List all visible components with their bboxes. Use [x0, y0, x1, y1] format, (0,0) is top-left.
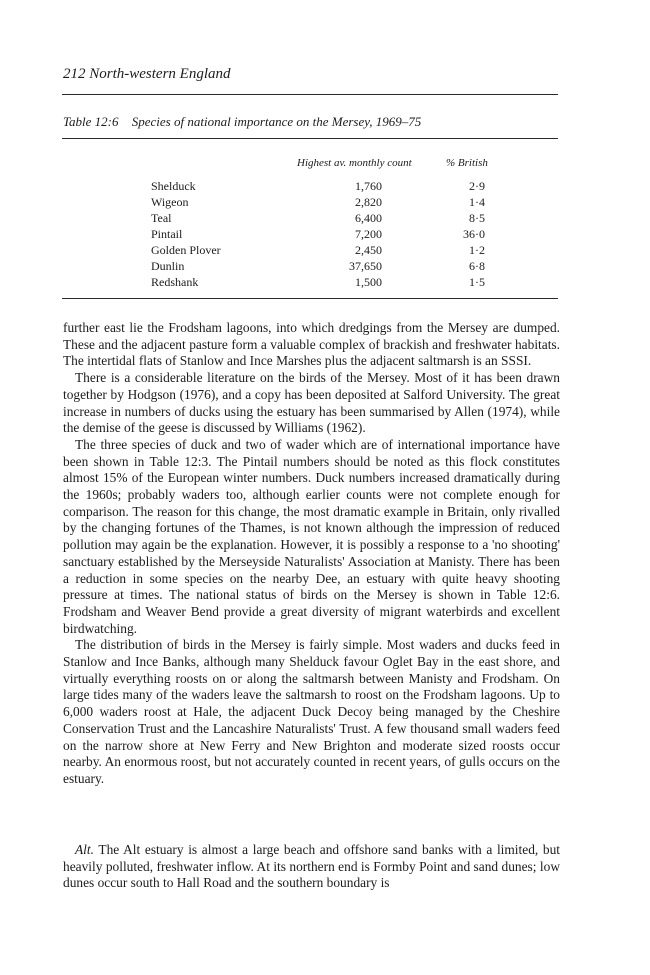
species-cell: Wigeon: [151, 195, 189, 209]
species-cell: Shelduck: [151, 179, 196, 193]
table-row: [0, 195, 650, 211]
count-cell: 7,200: [355, 227, 382, 241]
percent-cell: 1·2: [469, 243, 485, 257]
running-head: 212 North-western England: [63, 66, 231, 82]
column-header-percent: % British: [446, 157, 488, 169]
count-cell: 6,400: [355, 211, 382, 225]
count-cell: 1,760: [355, 179, 382, 193]
percent-cell: 1·4: [469, 195, 485, 209]
table-row: [0, 259, 650, 275]
column-header-count: Highest av. monthly count: [297, 157, 412, 169]
percent-cell: 2·9: [469, 179, 485, 193]
species-cell: Pintail: [151, 227, 183, 241]
table-top-rule: [62, 138, 558, 139]
percent-cell: 6·8: [469, 259, 485, 273]
species-cell: Teal: [151, 211, 172, 225]
table-row: [0, 211, 650, 227]
count-cell: 1,500: [355, 275, 382, 289]
alt-section: [63, 842, 560, 892]
table-row: [0, 275, 650, 291]
alt-text: The Alt estuary is almost a large beach and offshore sand banks with a limited, but heavily polluted, freshwater inflow. At its northern end is Formby Point and sand dunes; low dunes occur south to Hall Road and the southern boundary is: [63, 842, 560, 891]
table-row: [0, 227, 650, 243]
species-cell: Golden Plover: [151, 243, 221, 257]
table-caption: [63, 114, 421, 130]
species-cell: Dunlin: [151, 259, 185, 273]
percent-cell: 1·5: [469, 275, 485, 289]
table-title: Species of national importance on the Mersey, 1969–75: [131, 114, 422, 129]
paragraph: The three species of duck and two of wader which are of international importance have been shown in Table 12:3. The Pintail numbers should be noted as this flock constitutes almost 15% of the European winter numbers. Duck numbers increased dramatically during the 1960s; probably waders too, although earlier counts were not complete enough for comparison. The reason for this change, the most dramatic example in Britain, only rivalled by the changing fortunes of the Thames, is not known although the impression of reduced pollution may again be the explanation. However, it is possibly a response to a 'no shooting' sanctuary established by the Merseyside Naturalists' Association at Manisty. There has been a reduction in some species on the nearby Dee, an estuary with quite heavy shooting pressure at times. The national status of birds on the Mersey is shown in Table 12:6. Frodsham and Weaver Bend provide a great diversity of migrant waterbirds and excellent birdwatching.: [63, 436, 560, 636]
paragraph: The distribution of birds in the Mersey is fairly simple. Most waders and ducks feed in Stanlow and Ince Banks, although many Shelduck favour Oglet Bay in the east shore, and virtually everything roosts on or along the saltmarsh between Manisty and Frodsham. On large tides many of the waders leave the saltmarsh to roost on the Frodsham lagoons. Up to 6,000 waders roost at Hale, the adjacent Duck Decoy being managed by the Cheshire Conservation Trust and the Lancashire Naturalists' Trust. A few thousand small waders feed on the narrow shore at New Ferry and New Brighton and moderate sized roosts occur nearby. An enormous roost, but not accurately counted in recent years, of gulls occurs on the estuary.: [63, 637, 560, 786]
table-number: Table 12:6: [63, 114, 119, 129]
count-cell: 37,650: [349, 259, 382, 273]
table-bottom-rule: [62, 298, 558, 299]
paragraph: [63, 842, 560, 892]
paragraph: There is a considerable literature on the birds of the Mersey. Most of it has been drawn together by Hodgson (1976), and a copy has been deposited at Salford University. The great increase in numbers of ducks using the estuary has been summarised by Allen (1974), while the demise of the geese is discussed by Williams (1962).: [63, 370, 560, 436]
alt-heading: Alt.: [75, 842, 94, 857]
percent-cell: 36·0: [463, 227, 485, 241]
species-cell: Redshank: [151, 275, 199, 289]
count-cell: 2,820: [355, 195, 382, 209]
percent-cell: 8·5: [469, 211, 485, 225]
header-rule: [62, 94, 558, 95]
table-row: [0, 243, 650, 259]
table-row: [0, 179, 650, 195]
body-text: [63, 320, 560, 788]
paragraph: further east lie the Frodsham lagoons, into which dredgings from the Mersey are dumped. These and the adjacent pasture form a valuable complex of brackish and freshwater habitats. The intertidal flats of Stanlow and Ince Marshes plus the adjacent saltmarsh is an SSSI.: [63, 320, 560, 369]
count-cell: 2,450: [355, 243, 382, 257]
